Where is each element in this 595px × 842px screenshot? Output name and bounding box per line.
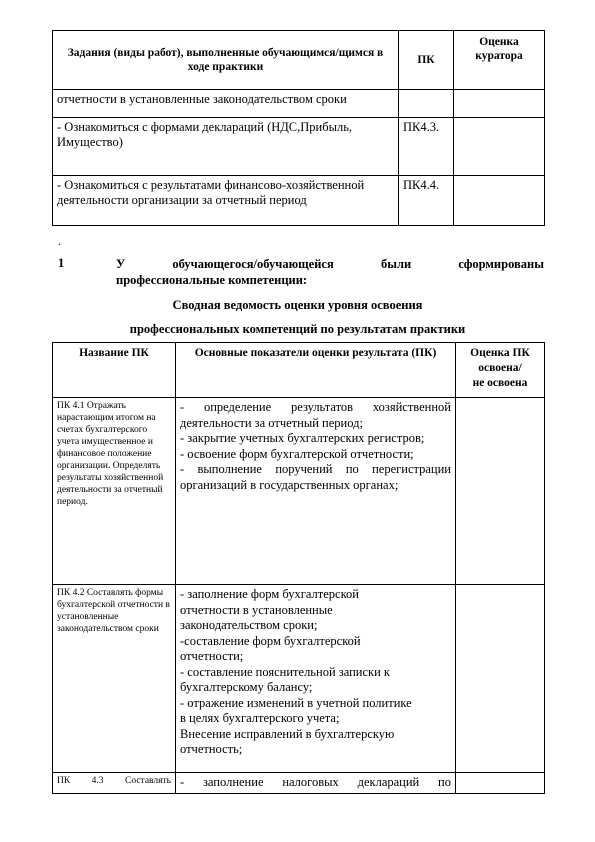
pk-name-cell: ПК 4.1 Отражать нарастающим итогом на счетах бухгалтерского учета имущественное и финансовое положение организации. Определять результаты хозяйственной деятельности за отчетный период. [53, 398, 176, 585]
indicators-cell [176, 398, 456, 585]
task-cell: - Ознакомиться с формами деклараций (НДС,Прибыль, Имущество) [53, 118, 399, 176]
indicator-line: - заполнение форм бухгалтерской [180, 587, 359, 601]
indicator-line: Внесение исправлений в бухгалтерскую [180, 726, 395, 741]
indicator-line: - освоение форм бухгалтерской отчетности; [180, 446, 414, 461]
grade-cell [454, 90, 545, 118]
indicator-line: - отражение изменений в учетной политике [180, 695, 412, 710]
task-cell: отчетности в установленные законодательством сроки [53, 90, 399, 118]
indicator-line: отчетности; [180, 649, 244, 663]
indicator-line: - определение результатов хозяйственной деятельности за отчетный период; [180, 400, 451, 430]
word: обучающегося/обучающейся [172, 257, 334, 271]
indicator-line: - составление пояснительной записки к [180, 664, 390, 679]
pk-cell: ПК4.4. [399, 176, 454, 226]
grade-cell [456, 585, 545, 773]
stray-dot: . [58, 236, 61, 248]
header-pk-grade [456, 343, 545, 398]
table-row [53, 118, 545, 176]
indicators-cell [176, 773, 456, 794]
table-row [53, 90, 545, 118]
indicator-line: законодательством сроки; [180, 618, 318, 632]
indicators-cell [176, 585, 456, 773]
section-paragraph [116, 256, 544, 288]
pk-cell: ПК4.3. [399, 118, 454, 176]
indicator-line: - заполнение налоговых деклараций по [180, 775, 451, 789]
indicator-line: - выполнение поручений по перегистрации организаций в государственных органах; [180, 462, 451, 492]
pk-name-cell: ПК 4.3 Составлять [53, 773, 176, 794]
table-row [53, 398, 545, 585]
table-header-row [53, 31, 545, 90]
indicator-line: - закрытие учетных бухгалтерских регистров; [180, 431, 425, 445]
grade-cell [454, 176, 545, 226]
summary-title-line-1: Сводная ведомость оценки уровня освоения [172, 298, 423, 312]
summary-title-line-2: профессиональных компетенций по результатам практики [129, 322, 466, 336]
table-header-row [53, 343, 545, 398]
practice-tasks-table [52, 30, 545, 226]
section-number: 1 [58, 256, 65, 270]
pk-cell [399, 90, 454, 118]
grade-cell [456, 398, 545, 585]
header-pk-name: Название ПК [53, 343, 176, 398]
word: сформированы [458, 257, 544, 271]
table-row [53, 176, 545, 226]
indicator-line: отчетности в установленные [180, 602, 333, 617]
table-row [53, 773, 545, 794]
header-pk: ПК [399, 31, 454, 90]
word: У [116, 257, 126, 271]
grade-cell [454, 118, 545, 176]
header-pk-grade-line-2: не освоена [472, 377, 528, 389]
header-indicators: Основные показатели оценки результата (ПК) [176, 343, 456, 398]
section-line-2: профессиональные компетенции: [116, 273, 308, 287]
indicator-line: бухгалтерскому балансу; [180, 680, 313, 694]
pk-name-cell: ПК 4.2 Составлять формы бухгалтерской отчетности в установленные законодательством сроки [53, 585, 176, 773]
header-pk-grade-line-1: Оценка ПК освоена/ [470, 347, 530, 374]
indicator-line: отчетность; [180, 742, 243, 756]
task-cell: - Ознакомиться с результатами финансово-хозяйственной деятельности организации за отчетный период [53, 176, 399, 226]
competency-assessment-table [52, 342, 545, 794]
header-task: Задания (виды работ), выполненные обучающимся/щимся в ходе практики [53, 31, 399, 90]
indicator-line: -составление форм бухгалтерской [180, 633, 361, 648]
table-row [53, 585, 545, 773]
indicator-line: в целях бухгалтерского учета; [180, 711, 340, 725]
word: были [380, 257, 412, 271]
header-curator-grade: Оценка куратора [454, 31, 545, 90]
grade-cell [456, 773, 545, 794]
